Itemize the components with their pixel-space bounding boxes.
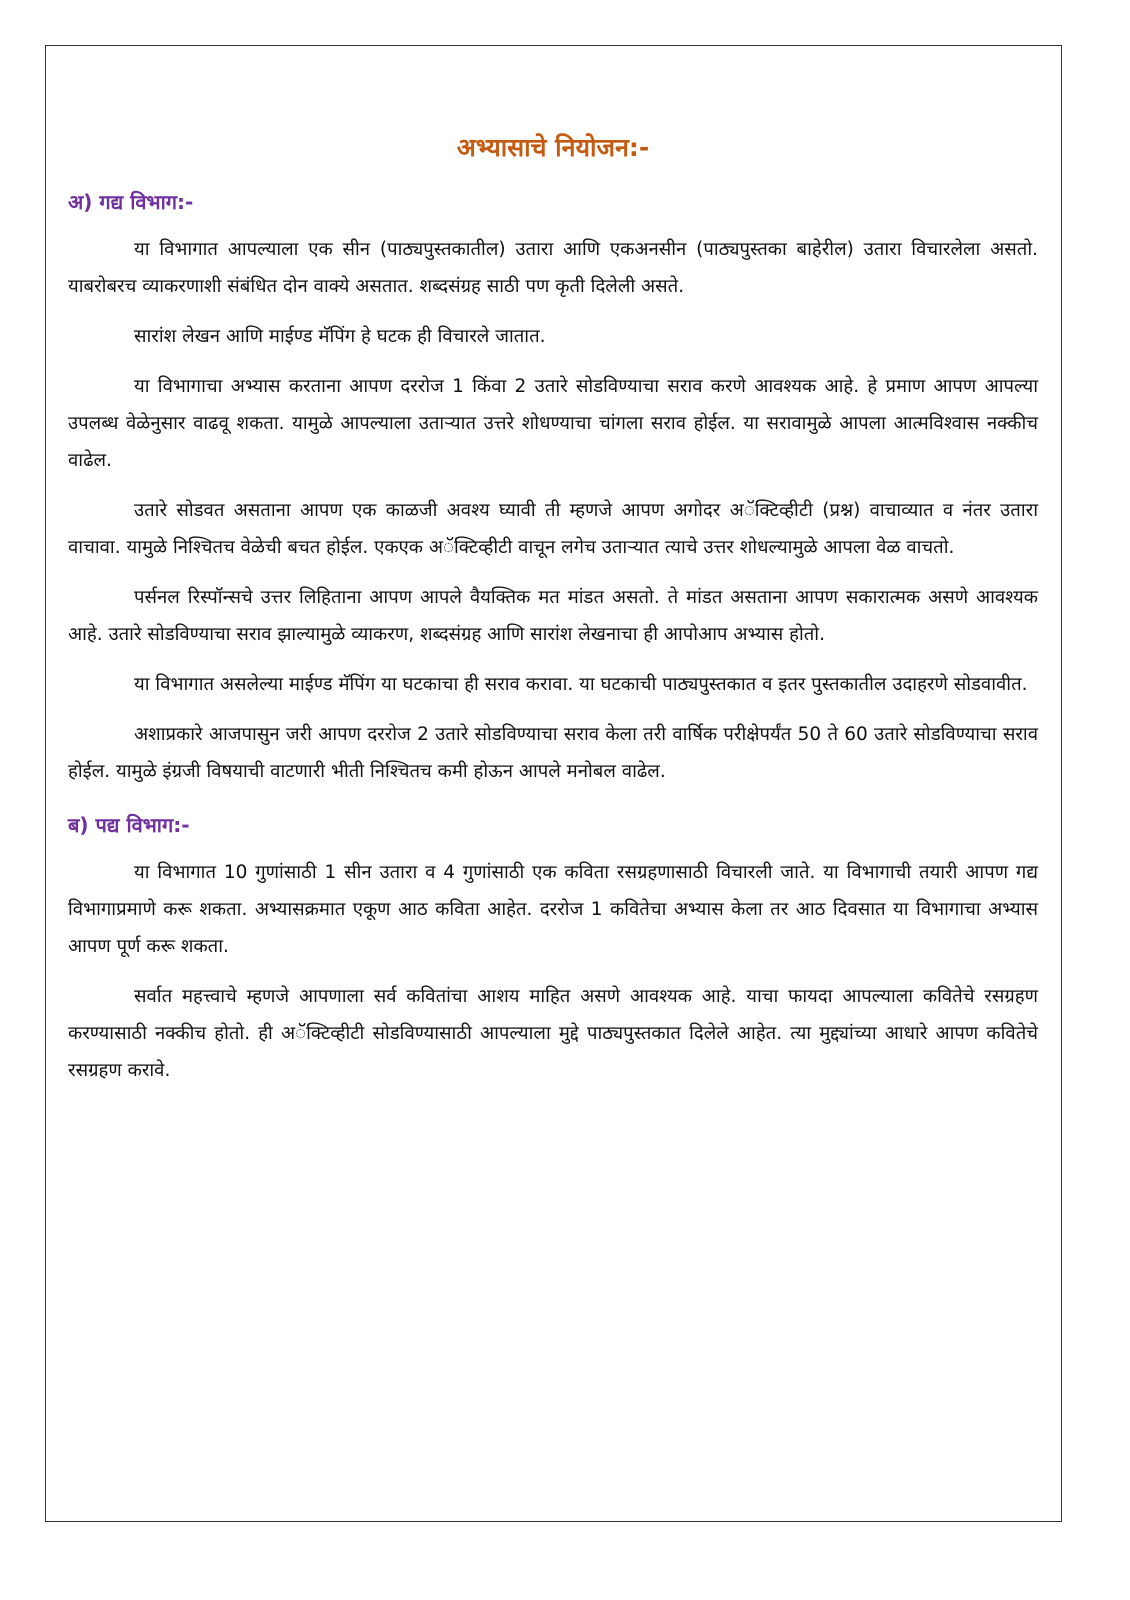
section-poetry xyxy=(68,810,1038,1089)
section-heading-poetry: ब) पद्य विभाग:- xyxy=(68,813,190,837)
paragraph: या विभागात आपल्याला एक सीन (पाठ्यपुस्तकातील) उतारा आणि एकअनसीन (पाठ्यपुस्तका बाहेरील) उतारा विचारलेला असतो. याबरोबरच व्याकरणाशी संबंधित दोन वाक्ये असतात. शब्दसंग्रह साठी पण कृती दिलेली असते. xyxy=(68,239,1038,297)
paragraph: या विभागाचा अभ्यास करताना आपण दररोज 1 किंवा 2 उतारे सोडविण्याचा सराव करणे आवश्यक आहे. हे प्रमाण आपण आपल्या उपलब्ध वेळेनुसार वाढवू शकता. यामुळे आपल्याला उताऱ्यात उत्तरे शोधण्याचा चांगला सराव होईल. या सरावामुळे आपला आत्मविश्वास नक्कीच वाढेल. xyxy=(68,376,1038,471)
paragraph: पर्सनल रिस्पॉन्सचे उत्तर लिहिताना आपण आपले वैयक्तिक मत मांडत असतो. ते मांडत असताना आपण सकारात्मक असणे आवश्यक आहे. उतारे सोडविण्याचा सराव झाल्यामुळे व्याकरण, शब्दसंग्रह आणि सारांश लेखनाचा ही आपोआप अभ्यास होतो. xyxy=(68,587,1038,645)
paragraph: अशाप्रकारे आजपासुन जरी आपण दररोज 2 उतारे सोडविण्याचा सराव केला तरी वार्षिक परीक्षेपर्यंत 50 ते 60 उतारे सोडविण्याचा सराव होईल. यामुळे इंग्रजी विषयाची वाटणारी भीती निश्चितच कमी होऊन आपले मनोबल वाढेल. xyxy=(68,724,1038,782)
paragraph: सर्वात महत्त्वाचे म्हणजे आपणाला सर्व कवितांचा आशय माहित असणे आवश्यक आहे. याचा फायदा आपल्याला कवितेचे रसग्रहण करण्यासाठी नक्कीच होतो. ही अॅक्टिव्हीटी सोडविण्यासाठी आपल्याला मुद्दे पाठ्यपुस्तकात दिलेले आहेत. त्या मुद्द्यांच्या आधारे आपण कवितेचे रसग्रहण करावे. xyxy=(68,986,1038,1081)
paragraph: या विभागात असलेल्या माईण्ड मॅपिंग या घटकाचा ही सराव करावा. या घटकाची पाठ्यपुस्तकात व इतर पुस्तकातील उदाहरणे सोडवावीत. xyxy=(134,674,1028,695)
document-body xyxy=(68,130,1038,1102)
paragraph: उतारे सोडवत असताना आपण एक काळजी अवश्य घ्यावी ती म्हणजे आपण अगोदर अॅक्टिव्हीटी (प्रश्न) वाचाव्यात व नंतर उतारा वाचावा. यामुळे निश्चितच वेळेची बचत होईल. एकएक अॅक्टिव्हीटी वाचून लगेच उताऱ्यात त्याचे उत्तर शोधल्यामुळे आपला वेळ वाचतो. xyxy=(68,500,1038,558)
paragraph: या विभागात 10 गुणांसाठी 1 सीन उतारा व 4 गुणांसाठी एक कविता रसग्रहणासाठी विचारली जाते. या विभागाची तयारी आपण गद्य विभागाप्रमाणे करू शकता. अभ्यासक्रमात एकूण आठ कविता आहेत. दररोज 1 कवितेचा अभ्यास केला तर आठ दिवसात या विभागाचा अभ्यास आपण पूर्ण करू शकता. xyxy=(68,862,1038,957)
section-prose xyxy=(68,187,1038,790)
paragraph: सारांश लेखन आणि माईण्ड मॅपिंग हे घटक ही विचारले जातात. xyxy=(134,326,546,347)
document-title: अभ्यासाचे नियोजन:- xyxy=(456,133,650,162)
section-heading-prose: अ) गद्य विभाग:- xyxy=(68,190,194,214)
